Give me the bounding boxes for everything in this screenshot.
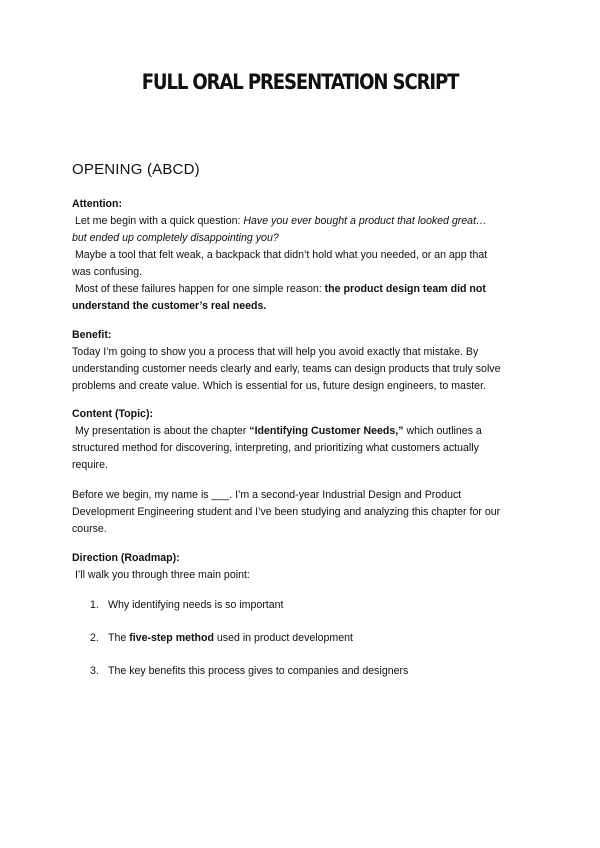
list-item bbox=[90, 663, 408, 680]
attention-line-6: understand the customer’s real needs. bbox=[72, 300, 267, 312]
list-item-text: The key benefits this process gives to companies and designers bbox=[108, 665, 409, 677]
benefit-line-1: Today I’m going to show you a process that will help you avoid exactly that mistake. By bbox=[72, 346, 479, 358]
list-item-tail: used in product development bbox=[213, 632, 353, 644]
attention-line-4: was confusing. bbox=[72, 266, 143, 278]
opening-heading: OPENING (ABCD) bbox=[72, 161, 200, 178]
content-line-1-lead: My presentation is about the chapter bbox=[74, 425, 250, 437]
list-item bbox=[90, 597, 283, 614]
attention-section bbox=[72, 196, 532, 315]
list-item-bold: five-step method bbox=[129, 632, 214, 644]
content-label: Content (Topic): bbox=[72, 408, 153, 420]
list-item-text: Why identifying needs is so important bbox=[108, 599, 284, 611]
chapter-title: “Identifying Customer Needs,” bbox=[249, 425, 404, 437]
content-line-3: require. bbox=[72, 459, 108, 471]
intro-line-1: Before we begin, my name is ___. I’m a second-year Industrial Design and Product bbox=[72, 489, 462, 501]
direction-section bbox=[72, 550, 532, 584]
attention-label: Attention: bbox=[72, 198, 123, 210]
attention-question: Have you ever bought a product that looked great… bbox=[243, 215, 487, 227]
intro-section bbox=[72, 487, 532, 538]
attention-line-5 bbox=[72, 281, 532, 298]
attention-line-1 bbox=[72, 213, 532, 230]
benefit-line-3: problems and create value. Which is essential for us, future design engineers, to master. bbox=[72, 380, 486, 392]
content-line-2: structured method for discovering, interpreting, and prioritizing what customers actually bbox=[72, 442, 479, 454]
attention-line-3 bbox=[72, 247, 532, 264]
list-item-number: 1. bbox=[90, 599, 99, 611]
attention-line-3-text: Maybe a tool that felt weak, a backpack that didn’t hold what you needed, or an app that bbox=[74, 249, 488, 261]
intro-line-3: course. bbox=[72, 523, 107, 535]
list-item-number: 2. bbox=[90, 632, 99, 644]
benefit-label: Benefit: bbox=[72, 329, 112, 341]
content-line-1 bbox=[72, 423, 532, 440]
list-item bbox=[90, 630, 353, 647]
content-section bbox=[72, 406, 532, 474]
direction-label: Direction (Roadmap): bbox=[72, 552, 180, 564]
page-title: FULL ORAL PRESENTATION SCRIPT bbox=[141, 70, 459, 94]
list-item-text: The bbox=[108, 632, 130, 644]
attention-line-5-lead: Most of these failures happen for one simple reason: bbox=[74, 283, 325, 295]
benefit-line-2: understanding customer needs clearly and early, teams can design products that truly solve bbox=[72, 363, 501, 375]
direction-intro bbox=[72, 567, 532, 584]
direction-intro-text: I’ll walk you through three main point: bbox=[74, 569, 250, 581]
content-line-1-tail: which outlines a bbox=[403, 425, 482, 437]
list-item-number: 3. bbox=[90, 665, 99, 677]
intro-line-2: Development Engineering student and I’ve been studying and analyzing this chapter for our bbox=[72, 506, 501, 518]
attention-line-1-lead: Let me begin with a quick question: bbox=[74, 215, 244, 227]
attention-line-5-bold: the product design team did not bbox=[324, 283, 486, 295]
attention-line-2: but ended up completely disappointing you? bbox=[72, 232, 279, 244]
benefit-section bbox=[72, 327, 532, 395]
